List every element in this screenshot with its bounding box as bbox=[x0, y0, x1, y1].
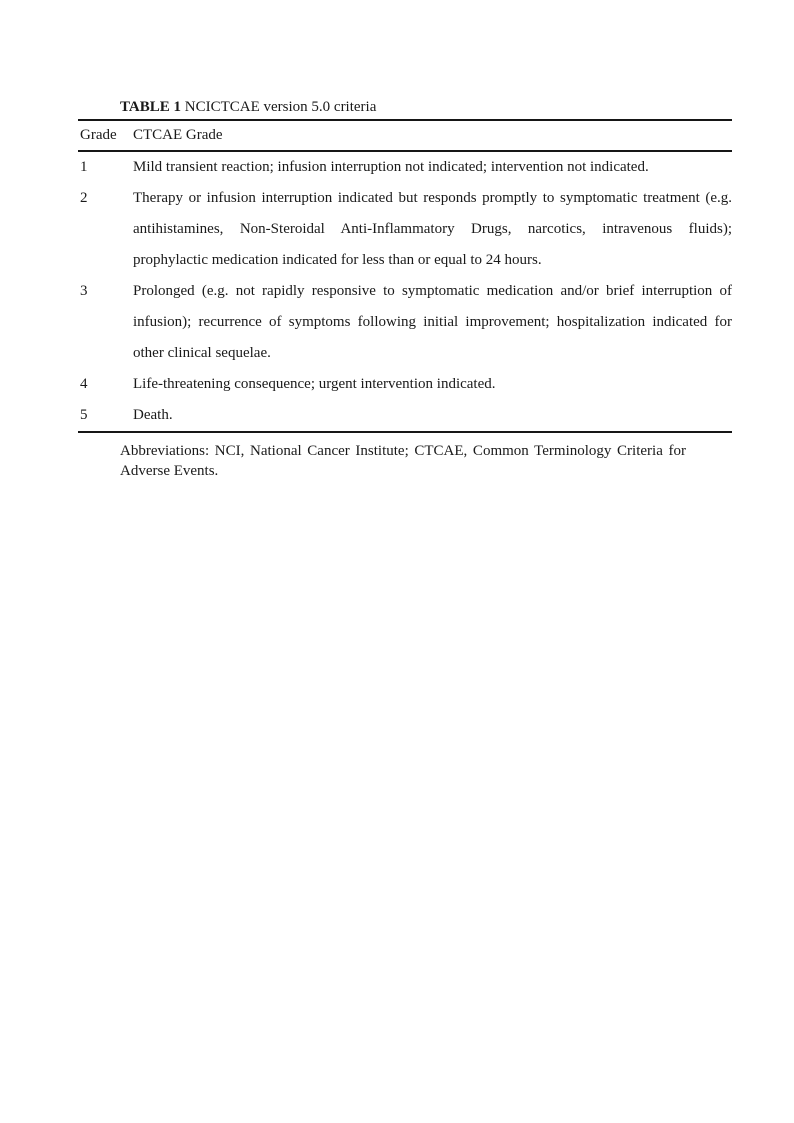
grade-cell: 5 bbox=[80, 407, 88, 423]
grade-cell: 3 bbox=[80, 283, 88, 299]
column-header-ctcae-grade: CTCAE Grade bbox=[133, 127, 223, 143]
table-caption-label: TABLE 1 bbox=[120, 99, 181, 115]
column-header-grade: Grade bbox=[80, 127, 117, 143]
description-cell: Prolonged (e.g. not rapidly responsive to symptomatic medication and/or brief interruption of infusion); recurrence of symptoms following initial improvement; hospitalization indicated for other clinical sequelae. bbox=[133, 283, 732, 361]
description-cell: Life-threatening consequence; urgent intervention indicated. bbox=[133, 376, 496, 392]
description-cell: Therapy or infusion interruption indicated but responds promptly to symptomatic treatment (e.g. antihistamines, Non-Steroidal Anti-Inflammatory Drugs, narcotics, intravenous fluids); prophylactic medication indicated for less than or equal to 24 hours. bbox=[133, 190, 732, 268]
table-body bbox=[78, 152, 732, 433]
grade-cell: 1 bbox=[80, 159, 88, 175]
grade-cell: 2 bbox=[80, 190, 88, 206]
description-cell: Death. bbox=[133, 407, 173, 423]
table-caption-title: NCICTCAE version 5.0 criteria bbox=[184, 99, 377, 115]
table-row bbox=[78, 276, 732, 369]
table-caption bbox=[120, 98, 376, 117]
grade-cell: 4 bbox=[80, 376, 88, 392]
table-row bbox=[78, 400, 732, 431]
table-row bbox=[78, 183, 732, 276]
table-row bbox=[78, 369, 732, 400]
description-cell: Mild transient reaction; infusion interruption not indicated; intervention not indicated. bbox=[133, 159, 649, 175]
table-row bbox=[78, 152, 732, 183]
table-header-row bbox=[78, 121, 732, 152]
criteria-table bbox=[78, 119, 732, 433]
abbreviations-footnote: Abbreviations: NCI, National Cancer Institute; CTCAE, Common Terminology Criteria for Adverse Events. bbox=[120, 443, 686, 479]
